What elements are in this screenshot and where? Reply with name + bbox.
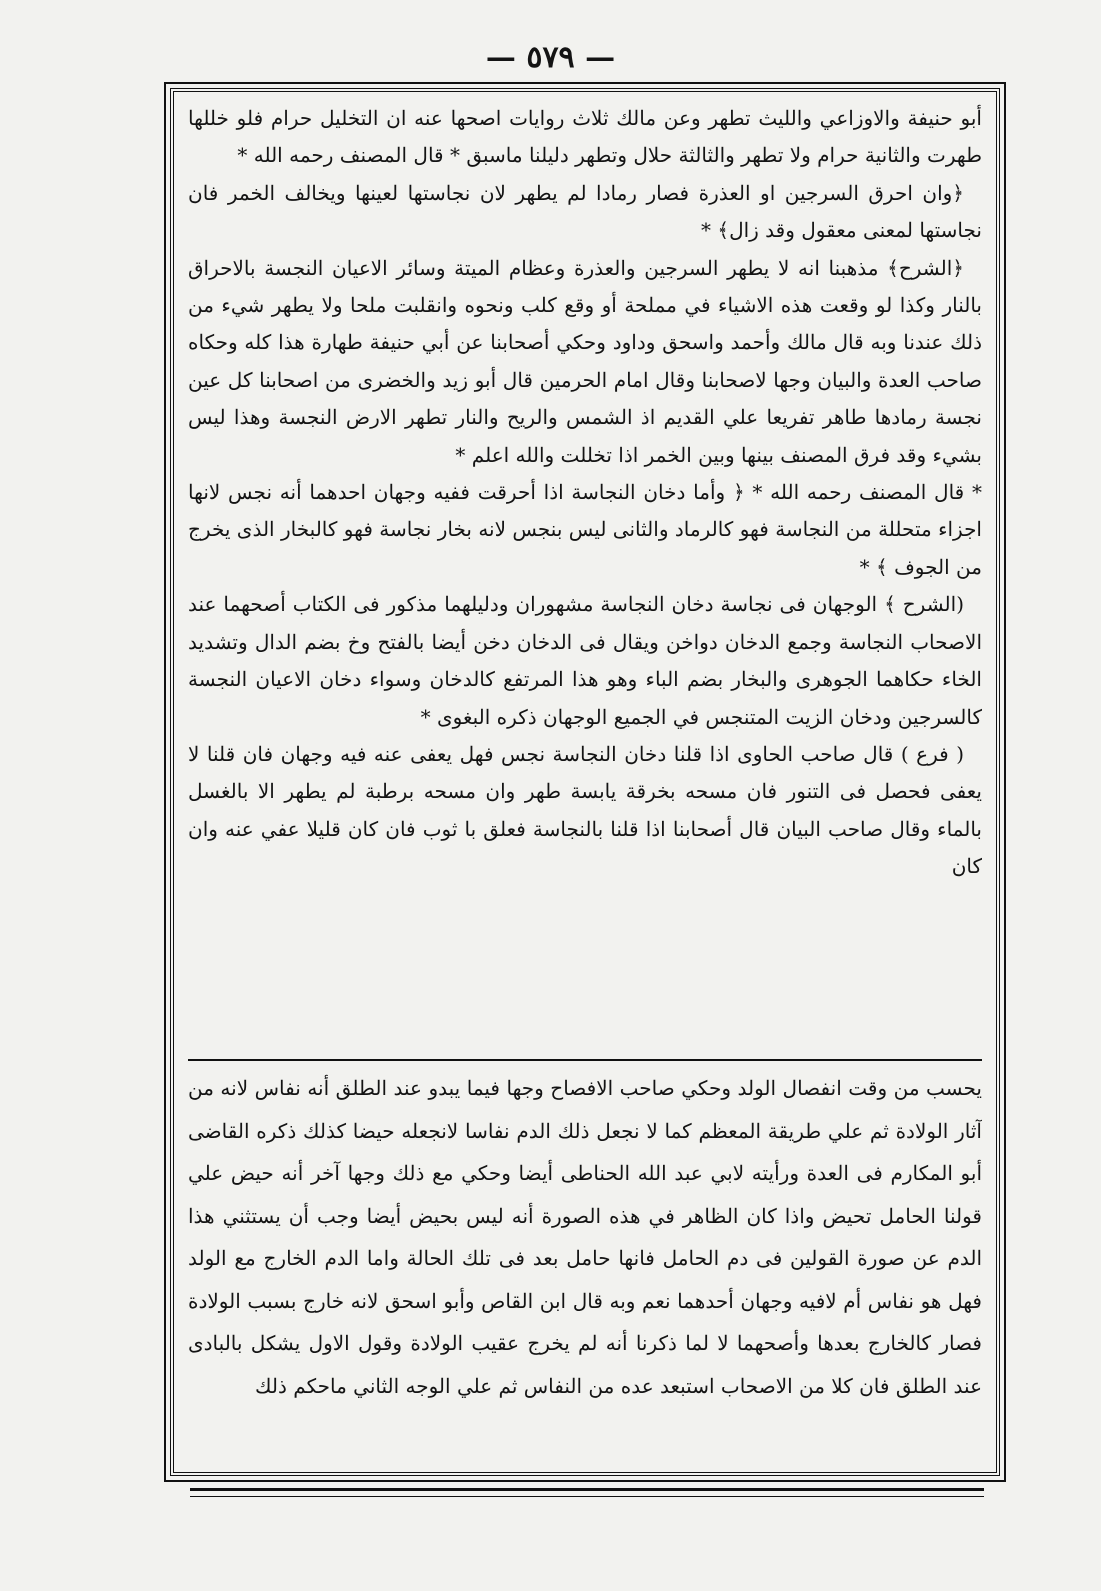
footnote-paragraph-1: يحسب من وقت انفصال الولد وحكي صاحب الافصاح وجها فيما يبدو عند الطلق أنه نفاس لانه من آثار الولادة ثم علي طريقة المعظم كما لا نجعل ذلك الدم نفاسا لانجعله حيضا كذلك ذكره القاضى أبو المكارم فى العدة ورأيته لابي عبد الله الحناطى أيضا وحكي مع ذلك وجها آخر أنه حيض علي قولنا الحامل تحيض واذا كان الظاهر في هذه الصورة أنه ليس بحيض أيضا وجب أن يستثني هذا الدم عن صورة القولين فى دم الحامل فانها حامل بعد فى تلك الحالة واما الدم الخارج مع الولد فهل هو نفاس أم لافيه وجهان أحدهما نعم وبه قال ابن القاص وأبو اسحق لانه خارج بسبب الولادة فصار كالخارج بعدها وأصحهما لا لما ذكرنا أنه لم يخرج عقيب الولادة وقول الاول يشكل بالبادى عند الطلق فان كلا من الاصحاب استبعد عده من النفاس ثم علي الوجه الثاني ماحكم ذلك [188, 1076, 982, 1398]
page-number: — ٥٧٩ — [485, 40, 616, 75]
main-paragraph-6: ( فرع ) قال صاحب الحاوى اذا قلنا دخان النجاسة نجس فهل يعفى عنه فيه وجهان فان قلنا لا يعفى فحصل فى التنور فان مسحه بخرقة يابسة طهر وان مسحه برطبة لم يطهر الا بالغسل بالماء وقال صاحب البيان قال أصحابنا اذا قلنا بالنجاسة فعلق با ثوب فان كان قليلا عفي عنه وان كان [188, 741, 982, 879]
main-paragraph-4: * قال المصنف رحمه الله * ﴿ وأما دخان النجاسة اذا أحرقت ففيه وجهان احدهما أنه نجس لانها اجزاء متحللة من النجاسة فهو كالرماد والثانى ليس بنجس لانه بخار نجاسة فهو كالبخار الذى يخرج من الجوف ﴾ * [188, 480, 982, 579]
text-frame [170, 88, 1000, 1476]
bottom-rule [190, 1488, 984, 1491]
bottom-rule-thin [190, 1496, 984, 1497]
footnote-text [188, 1067, 982, 1457]
footnote-divider [188, 1059, 982, 1061]
main-paragraph-1: أبو حنيفة والاوزاعي والليث تطهر وعن مالك ثلاث روايات اصحها عنه ان التخليل حرام فلو خللها طهرت والثانية حرام ولا تطهر والثالثة حلال وتطهر دليلنا ماسبق * قال المصنف رحمه الله * [188, 106, 982, 168]
main-paragraph-2: ﴿وان احرق السرجين او العذرة فصار رمادا لم يطهر لان نجاستها لعينها ويخالف الخمر فان نجاستها لمعنى معقول وقد زال﴾ * [188, 180, 982, 243]
main-paragraph-3: ﴿الشرح﴾ مذهبنا انه لا يطهر السرجين والعذرة وعظام الميتة وسائر الاعيان النجسة بالاحراق بالنار وكذا لو وقعت هذه الاشياء في مملحة أو وقع كلب ونحوه وانقلبت ملحا ولا يطهر شيء من ذلك عندنا وبه قال مالك وأحمد واسحق وداود وحكي أصحابنا عن أبي حنيفة طهارة هذا كله وحكاه صاحب العدة والبيان وجها لاصحابنا وقال امام الحرمين قال أبو زيد والخضرى من اصحابنا كل عين نجسة رمادها طاهر تفريعا علي القديم اذ الشمس والريح والنار تطهر الارض النجسة وهذا ليس بشيء وقد فرق المصنف بينها وبين الخمر اذا تخللت والله اعلم * [188, 255, 982, 467]
main-text [188, 100, 982, 1055]
main-paragraph-5: (الشرح ﴾ الوجهان فى نجاسة دخان النجاسة مشهوران ودليلهما مذكور فى الكتاب أصحهما عند الاصحاب النجاسة وجمع الدخان دواخن ويقال فى الدخان دخن أيضا بالفتح وخ بضم الدال وتشديد الخاء حكاهما الجوهرى والبخار بضم الباء وهو هذا المرتفع كالدخان وسواء دخان الاعيان النجسة كالسرجين ودخان الزيت المتنجس في الجميع الوجهان ذكره البغوى * [188, 592, 982, 729]
